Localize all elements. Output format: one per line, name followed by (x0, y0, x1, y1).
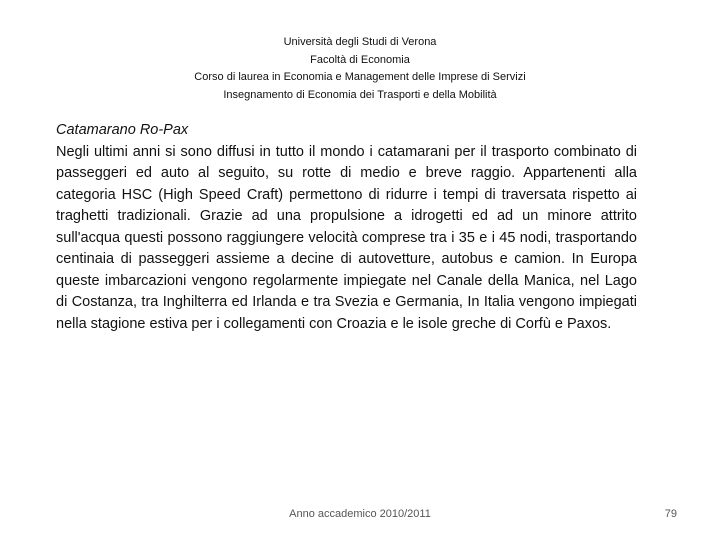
body-paragraph: Negli ultimi anni si sono diffusi in tutto il mondo i catamarani per il trasporto combinato di passeggeri ed auto al seguito, su rotte di medio e breve raggio. Appartenenti alla categoria HSC (High Speed Craft) permettono di ridurre i tempi di traversata rispetto ai traghetti tradizionali. Grazie ad una propulsione a idrogetti ed ad un minore attrito sull'acqua questi possono raggiungere velocità comprese tra i 35 e i 45 nodi, trasportando centinaia di passeggeri assieme a decine di autovetture, autobus e camion. In Europa queste imbarcazioni vengono regolarmente impiegate nel Canale della Manica, nel Lago di Costanza, tra Inghilterra ed Irlanda e tra Svezia e Germania, In Italia vengono impiegati nella stagione estiva per i collegamenti con Croazia e le isole greche di Corfù e Paxos. (56, 143, 637, 332)
slide-title: Catamarano Ro-Pax (56, 122, 189, 138)
slide-content (56, 120, 637, 335)
degree-course: Corso di laurea in Economia e Management delle Imprese di Servizi (194, 71, 526, 83)
page-number: 79 (664, 508, 677, 520)
slide-header (0, 34, 720, 104)
academic-year: Anno accademico 2010/2011 (289, 508, 431, 520)
faculty-name: Facoltà di Economia (310, 53, 410, 66)
university-name: Università degli Studi di Verona (283, 36, 437, 48)
course-name: Insegnamento di Economia dei Trasporti e della Mobilità (223, 88, 497, 101)
